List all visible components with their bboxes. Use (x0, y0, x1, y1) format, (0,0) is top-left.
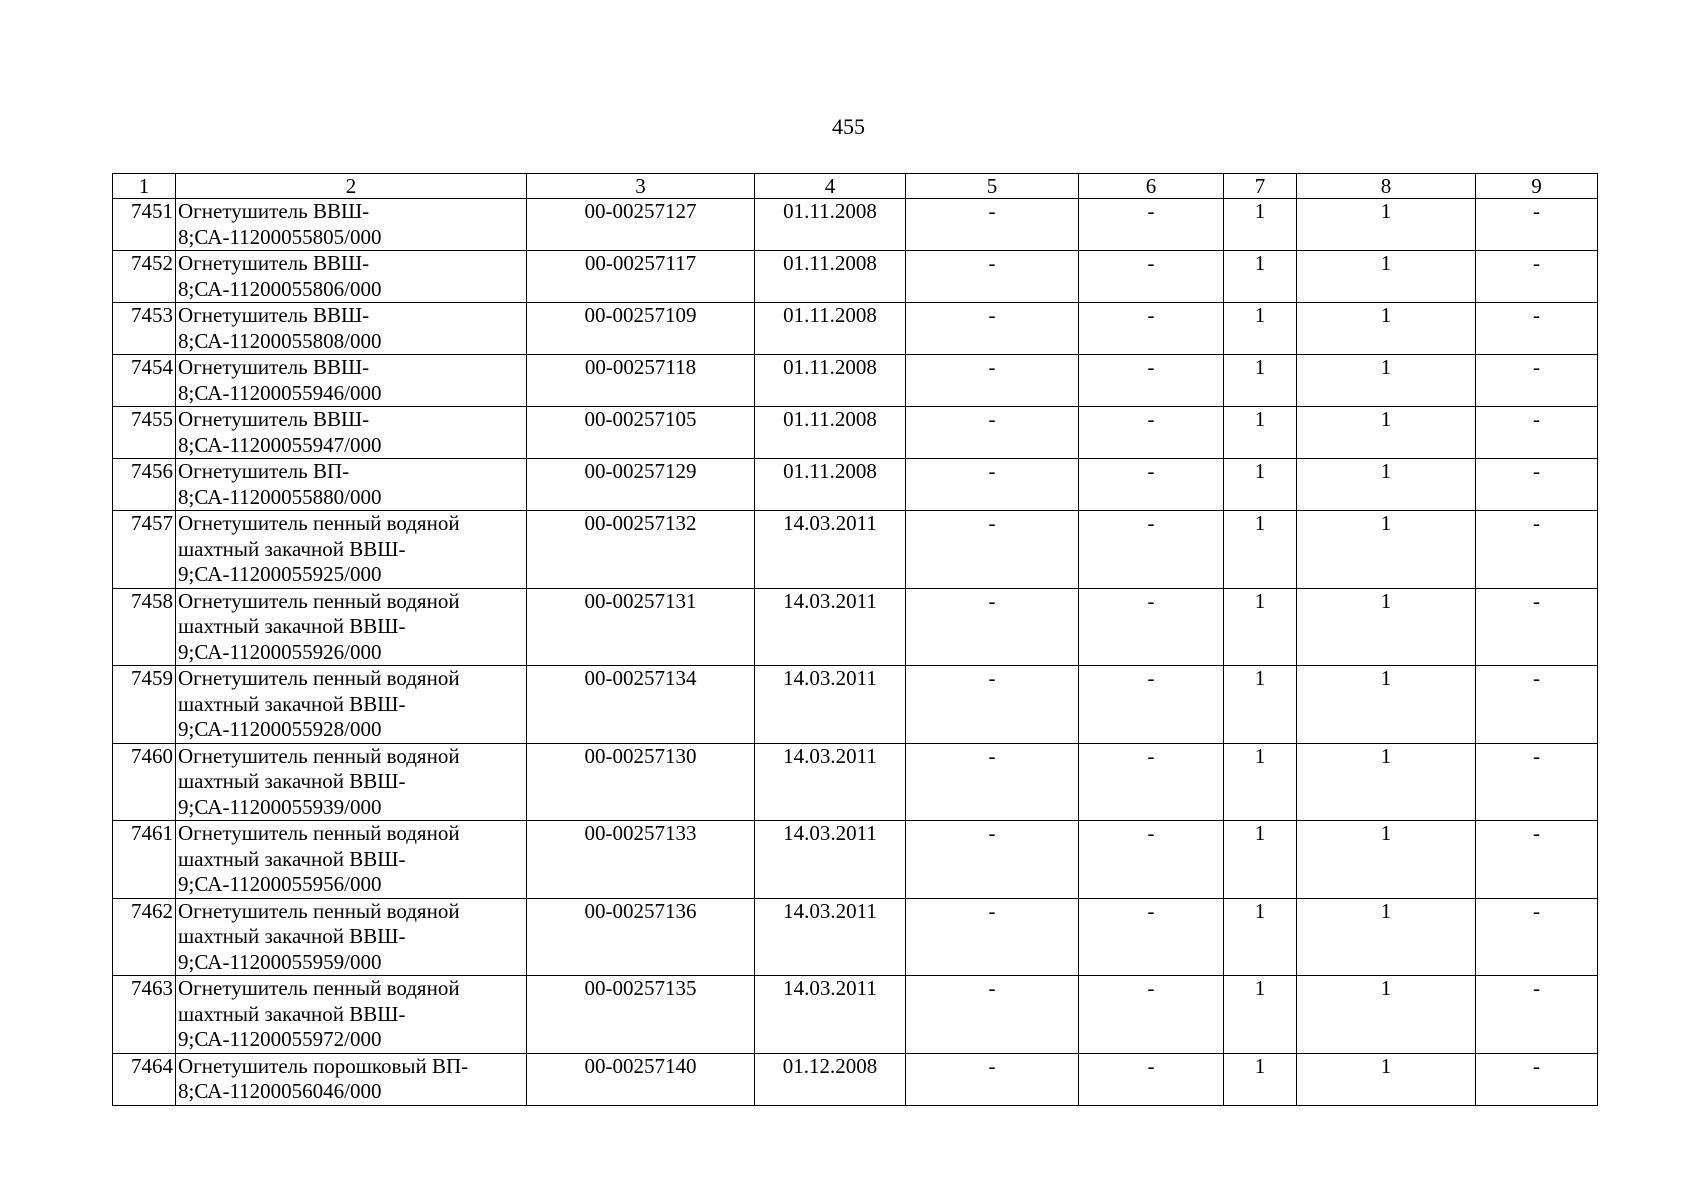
item-name (176, 199, 527, 251)
column-7-cell: 1 (1224, 976, 1297, 1054)
item-name-line: Огнетушитель пенный водяной (178, 821, 460, 845)
column-5-cell: - (906, 743, 1079, 821)
inventory-table (112, 173, 1598, 1106)
row-number: 7461 (113, 821, 176, 899)
table-row (113, 355, 1598, 407)
inventory-code: 00-00257105 (527, 407, 755, 459)
date-cell: 14.03.2011 (755, 976, 906, 1054)
table-header-row (113, 174, 1598, 199)
column-header: 7 (1224, 174, 1297, 199)
column-5-cell: - (906, 588, 1079, 666)
item-name-line: Огнетушитель пенный водяной (178, 976, 460, 1000)
item-name (176, 407, 527, 459)
inventory-code: 00-00257129 (527, 459, 755, 511)
item-name-line: Огнетушитель ВВШ- (178, 407, 370, 431)
column-7-cell: 1 (1224, 666, 1297, 744)
column-9-cell: - (1476, 666, 1598, 744)
column-5-cell: - (906, 251, 1079, 303)
row-number: 7459 (113, 666, 176, 744)
table-row (113, 898, 1598, 976)
column-6-cell: - (1079, 459, 1224, 511)
date-cell: 14.03.2011 (755, 588, 906, 666)
item-name (176, 459, 527, 511)
column-8-cell: 1 (1297, 407, 1476, 459)
item-name-line: шахтный закачной ВВШ- (178, 691, 406, 716)
inventory-code: 00-00257132 (527, 511, 755, 589)
column-8-cell: 1 (1297, 303, 1476, 355)
item-name-line: шахтный закачной ВВШ- (178, 924, 406, 948)
row-number: 7453 (113, 303, 176, 355)
inventory-code: 00-00257135 (527, 976, 755, 1054)
inventory-code: 00-00257140 (527, 1053, 755, 1105)
item-name-line: 9;СА-11200055956/000 (178, 872, 382, 896)
row-number: 7451 (113, 199, 176, 251)
item-name-line: Огнетушитель ВВШ- (178, 303, 370, 327)
item-name-line: 8;СА-11200055880/000 (178, 484, 382, 509)
date-cell: 14.03.2011 (755, 821, 906, 899)
item-name-line: 8;СА-11200055805/000 (178, 224, 382, 249)
column-5-cell: - (906, 407, 1079, 459)
item-name-line: шахтный закачной ВВШ- (178, 769, 406, 793)
date-cell: 01.11.2008 (755, 251, 906, 303)
column-5-cell: - (906, 303, 1079, 355)
table-row (113, 666, 1598, 744)
column-6-cell: - (1079, 743, 1224, 821)
item-name-line: Огнетушитель пенный водяной (178, 898, 460, 923)
column-header: 4 (755, 174, 906, 199)
column-9-cell: - (1476, 511, 1598, 589)
item-name-line: 9;СА-11200055972/000 (178, 1027, 382, 1051)
inventory-code: 00-00257109 (527, 303, 755, 355)
item-name-line: 8;СА-11200055947/000 (178, 432, 382, 457)
column-8-cell: 1 (1297, 666, 1476, 744)
inventory-code: 00-00257130 (527, 743, 755, 821)
column-header: 6 (1079, 174, 1224, 199)
column-5-cell: - (906, 976, 1079, 1054)
inventory-code: 00-00257136 (527, 898, 755, 976)
item-name-line: Огнетушитель ВВШ- (178, 251, 370, 275)
column-8-cell: 1 (1297, 511, 1476, 589)
item-name (176, 666, 527, 744)
column-5-cell: - (906, 511, 1079, 589)
column-7-cell: 1 (1224, 898, 1297, 976)
column-6-cell: - (1079, 511, 1224, 589)
column-7-cell: 1 (1224, 1053, 1297, 1105)
column-header: 8 (1297, 174, 1476, 199)
column-6-cell: - (1079, 199, 1224, 251)
column-5-cell: - (906, 666, 1079, 744)
item-name-line: Огнетушитель пенный водяной (178, 511, 460, 535)
item-name-line: Огнетушитель ВВШ- (178, 355, 370, 379)
column-6-cell: - (1079, 303, 1224, 355)
inventory-code: 00-00257118 (527, 355, 755, 407)
column-8-cell: 1 (1297, 459, 1476, 511)
column-8-cell: 1 (1297, 743, 1476, 821)
item-name (176, 588, 527, 666)
item-name-line: 8;СА-11200055806/000 (178, 276, 382, 301)
column-8-cell: 1 (1297, 898, 1476, 976)
item-name-line: Огнетушитель пенный водяной (178, 666, 460, 690)
inventory-code: 00-00257134 (527, 666, 755, 744)
date-cell: 14.03.2011 (755, 898, 906, 976)
column-7-cell: 1 (1224, 355, 1297, 407)
column-6-cell: - (1079, 355, 1224, 407)
item-name-line: шахтный закачной ВВШ- (178, 1001, 406, 1026)
column-7-cell: 1 (1224, 511, 1297, 589)
item-name-line: 9;СА-11200055939/000 (178, 794, 382, 819)
column-8-cell: 1 (1297, 355, 1476, 407)
item-name (176, 355, 527, 407)
column-6-cell: - (1079, 976, 1224, 1054)
date-cell: 01.11.2008 (755, 355, 906, 407)
date-cell: 01.11.2008 (755, 199, 906, 251)
item-name-line: 9;СА-11200055959/000 (178, 949, 382, 974)
column-8-cell: 1 (1297, 588, 1476, 666)
table-row (113, 588, 1598, 666)
column-6-cell: - (1079, 251, 1224, 303)
page-number: 455 (832, 114, 865, 139)
table-row (113, 407, 1598, 459)
item-name-line: 9;СА-11200055926/000 (178, 639, 382, 664)
column-6-cell: - (1079, 821, 1224, 899)
column-6-cell: - (1079, 1053, 1224, 1105)
column-9-cell: - (1476, 199, 1598, 251)
item-name-line: Огнетушитель пенный водяной (178, 588, 460, 613)
column-8-cell: 1 (1297, 1053, 1476, 1105)
column-5-cell: - (906, 898, 1079, 976)
column-7-cell: 1 (1224, 588, 1297, 666)
item-name-line: шахтный закачной ВВШ- (178, 536, 406, 561)
column-6-cell: - (1079, 898, 1224, 976)
item-name-line: шахтный закачной ВВШ- (178, 614, 406, 638)
row-number: 7456 (113, 459, 176, 511)
column-9-cell: - (1476, 821, 1598, 899)
item-name (176, 976, 527, 1054)
row-number: 7457 (113, 511, 176, 589)
item-name (176, 251, 527, 303)
table-row (113, 251, 1598, 303)
item-name-line: Огнетушитель порошковый ВП- (178, 1053, 469, 1078)
item-name-line: Огнетушитель пенный водяной (178, 743, 460, 768)
item-name-line: 9;СА-11200055925/000 (178, 562, 382, 586)
item-name-line: 8;СА-11200056046/000 (178, 1079, 382, 1103)
column-9-cell: - (1476, 251, 1598, 303)
table-row (113, 1053, 1598, 1105)
table-body (113, 174, 1598, 1106)
item-name (176, 743, 527, 821)
column-8-cell: 1 (1297, 821, 1476, 899)
item-name (176, 898, 527, 976)
column-7-cell: 1 (1224, 303, 1297, 355)
column-7-cell: 1 (1224, 199, 1297, 251)
item-name (176, 511, 527, 589)
table-row (113, 303, 1598, 355)
column-5-cell: - (906, 355, 1079, 407)
table-row (113, 976, 1598, 1054)
column-9-cell: - (1476, 355, 1598, 407)
column-5-cell: - (906, 1053, 1079, 1105)
column-7-cell: 1 (1224, 821, 1297, 899)
column-5-cell: - (906, 821, 1079, 899)
column-7-cell: 1 (1224, 459, 1297, 511)
column-9-cell: - (1476, 743, 1598, 821)
row-number: 7464 (113, 1053, 176, 1105)
column-6-cell: - (1079, 666, 1224, 744)
item-name (176, 1053, 527, 1105)
column-header: 5 (906, 174, 1079, 199)
column-header: 9 (1476, 174, 1598, 199)
date-cell: 01.11.2008 (755, 303, 906, 355)
inventory-code: 00-00257131 (527, 588, 755, 666)
date-cell: 14.03.2011 (755, 743, 906, 821)
date-cell: 14.03.2011 (755, 511, 906, 589)
date-cell: 01.11.2008 (755, 459, 906, 511)
column-9-cell: - (1476, 459, 1598, 511)
column-8-cell: 1 (1297, 199, 1476, 251)
column-6-cell: - (1079, 407, 1224, 459)
inventory-code: 00-00257133 (527, 821, 755, 899)
item-name-line: 8;СА-11200055946/000 (178, 380, 382, 405)
inventory-code: 00-00257117 (527, 251, 755, 303)
date-cell: 01.11.2008 (755, 407, 906, 459)
column-9-cell: - (1476, 898, 1598, 976)
date-cell: 14.03.2011 (755, 666, 906, 744)
row-number: 7462 (113, 898, 176, 976)
table-row (113, 743, 1598, 821)
table-row (113, 199, 1598, 251)
column-9-cell: - (1476, 588, 1598, 666)
table-row (113, 511, 1598, 589)
column-9-cell: - (1476, 976, 1598, 1054)
row-number: 7454 (113, 355, 176, 407)
row-number: 7463 (113, 976, 176, 1054)
table-row (113, 821, 1598, 899)
column-header: 1 (113, 174, 176, 199)
column-5-cell: - (906, 459, 1079, 511)
row-number: 7455 (113, 407, 176, 459)
item-name-line: Огнетушитель ВП- (178, 459, 350, 483)
column-8-cell: 1 (1297, 976, 1476, 1054)
column-7-cell: 1 (1224, 407, 1297, 459)
column-9-cell: - (1476, 303, 1598, 355)
item-name-line: 9;СА-11200055928/000 (178, 717, 382, 741)
row-number: 7452 (113, 251, 176, 303)
table-row (113, 459, 1598, 511)
column-header: 2 (176, 174, 527, 199)
item-name (176, 303, 527, 355)
item-name-line: 8;СА-11200055808/000 (178, 328, 382, 353)
column-5-cell: - (906, 199, 1079, 251)
column-6-cell: - (1079, 588, 1224, 666)
column-7-cell: 1 (1224, 743, 1297, 821)
item-name-line: Огнетушитель ВВШ- (178, 199, 370, 223)
item-name (176, 821, 527, 899)
column-7-cell: 1 (1224, 251, 1297, 303)
column-9-cell: - (1476, 1053, 1598, 1105)
column-9-cell: - (1476, 407, 1598, 459)
column-header: 3 (527, 174, 755, 199)
inventory-code: 00-00257127 (527, 199, 755, 251)
date-cell: 01.12.2008 (755, 1053, 906, 1105)
row-number: 7458 (113, 588, 176, 666)
column-8-cell: 1 (1297, 251, 1476, 303)
item-name-line: шахтный закачной ВВШ- (178, 846, 406, 871)
row-number: 7460 (113, 743, 176, 821)
